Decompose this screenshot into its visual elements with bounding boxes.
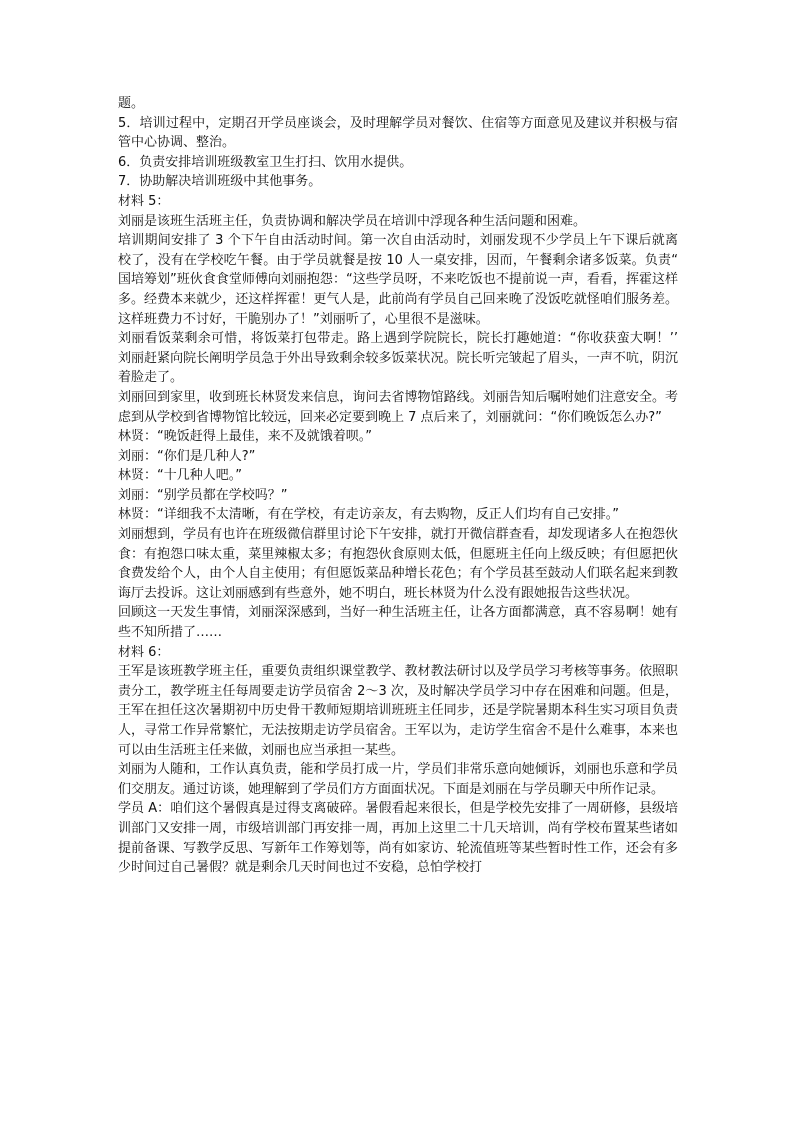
dialogue-line: 刘丽：“别学员都在学校吗？” — [118, 487, 288, 503]
paragraph: 刘丽看饭菜剩余可惜，将饭菜打包带走。路上遇到学院院长，院长打趣她道：“你收获蛮大啊！’’刘丽赶紧向院长阐明学员急于外出导致剩余较多饭菜状况。院长听完皱起了眉头，一声不吭，阴沉着脸走了。 — [118, 331, 678, 386]
document-page — [118, 94, 678, 878]
dialogue-line: 刘丽：“你们是几种人?” — [118, 448, 256, 464]
section-heading: 材料 6： — [118, 644, 170, 660]
paragraph: 题。 — [118, 96, 145, 111]
paragraph: 王军是该班教学班主任，重要负责组织课堂教学、教材教法研讨以及学员学习考核等事务。依照职责分工，教学班主任每周要走访学员宿舍 2～3 次，及时解决学员学习中存在困难和问题。但是，王军在担任这次暑期初中历史骨干教师短期培训班班主任同步，还是学院暑期本科生实习项目负责人，寻常工作异常繁忙，无法按期走访学员宿舍。王军以为，走访学生宿舍不是什么难事，本来也可以由生活班主任来做，刘丽也应当承担一某些。 — [118, 664, 678, 758]
paragraph: 刘丽回到家里，收到班长林贤发来信息，询问去省博物馆路线。刘丽告知后嘱咐她们注意安全。考虑到从学校到省博物馆比较远，回来必定要到晚上 7 点后来了，刘丽就问：“你们晚饭怎么办?” — [118, 389, 678, 425]
paragraph: 刘丽是该班生活班主任，负责协调和解决学员在培训中浮现各种生活问题和困难。 — [118, 213, 587, 229]
paragraph: 培训期间安排了 3 个下午自由活动时间。第一次自由活动时，刘丽发现不少学员上午下课后就离校了，没有在学校吃午餐。由于学员就餐是按 10 人一桌安排，因而，午餐剩余诸多饭菜。负责“国培筹划”班伙食食堂师傅向刘丽抱怨：“这些学员呀，不来吃饭也不提前说一声，看看，挥霍这样多。经费本来就少，还这样挥霍！更气人是，此前尚有学员自己回来晚了没饭吃就怪咱们服务差。这样班费力不讨好，干脆别办了！”刘丽听了，心里很不是滋味。 — [118, 233, 678, 327]
dialogue-line: 林贤：“详细我不太清晰，有在学校，有走访亲友，有去购物，反正人们均有自己安排。” — [118, 507, 619, 523]
paragraph: 学员 A：咱们这个暑假真是过得支离破碎。暑假看起来很长，但是学校先安排了一周研修，县级培训部门又安排一周，市级培训部门再安排一周，再加上这里二十几天培训，尚有学校布置某些诸如提前备课、写教学反思、写新年工作筹划等，尚有如家访、轮流值班等某些暂时性工作，还会有多少时间过自己暑假？就是剩余几天时间也过不安稳，总怕学校打 — [118, 801, 678, 876]
dialogue-line: 林贤：“晚饭赶得上最佳，来不及就饿着呗。” — [118, 429, 372, 445]
paragraph: 7．协助解决培训班级中其他事务。 — [118, 174, 322, 190]
paragraph: 刘丽为人随和，工作认真负责，能和学员打成一片，学员们非常乐意向她倾诉，刘丽也乐意和学员们交朋友。通过访谈，她理解到了学员们方方面面状况。下面是刘丽在与学员聊天中所作记录。 — [118, 762, 678, 797]
dialogue-line: 林贤：“十几种人吧。” — [118, 468, 242, 484]
section-heading: 材料 5： — [118, 193, 170, 209]
paragraph: 回顾这一天发生事情，刘丽深深感到，当好一种生活班主任，让各方面都满意，真不容易啊！她有些不知所措了…… — [118, 605, 678, 641]
paragraph: 5．培训过程中，定期召开学员座谈会，及时理解学员对餐饮、住宿等方面意见及建议并积极与宿管中心协调、整治。 — [118, 115, 678, 151]
paragraph: 6．负责安排培训班级教室卫生打扫、饮用水提供。 — [118, 154, 413, 170]
paragraph: 刘丽想到，学员有也许在班级微信群里讨论下午安排，就打开微信群查看，却发现诸多人在抱怨伙食：有抱怨口味太重，菜里辣椒太多；有抱怨伙食原则太低，但愿班主任向上级反映；有但愿把伙食费发给个人，由个人自主使用；有但愿饭菜品种增长花色；有个学员甚至鼓动人们联名起来到教诲厅去投诉。这让刘丽感到有些意外，她不明白，班长林贤为什么没有跟她报告这些状况。 — [118, 527, 678, 601]
